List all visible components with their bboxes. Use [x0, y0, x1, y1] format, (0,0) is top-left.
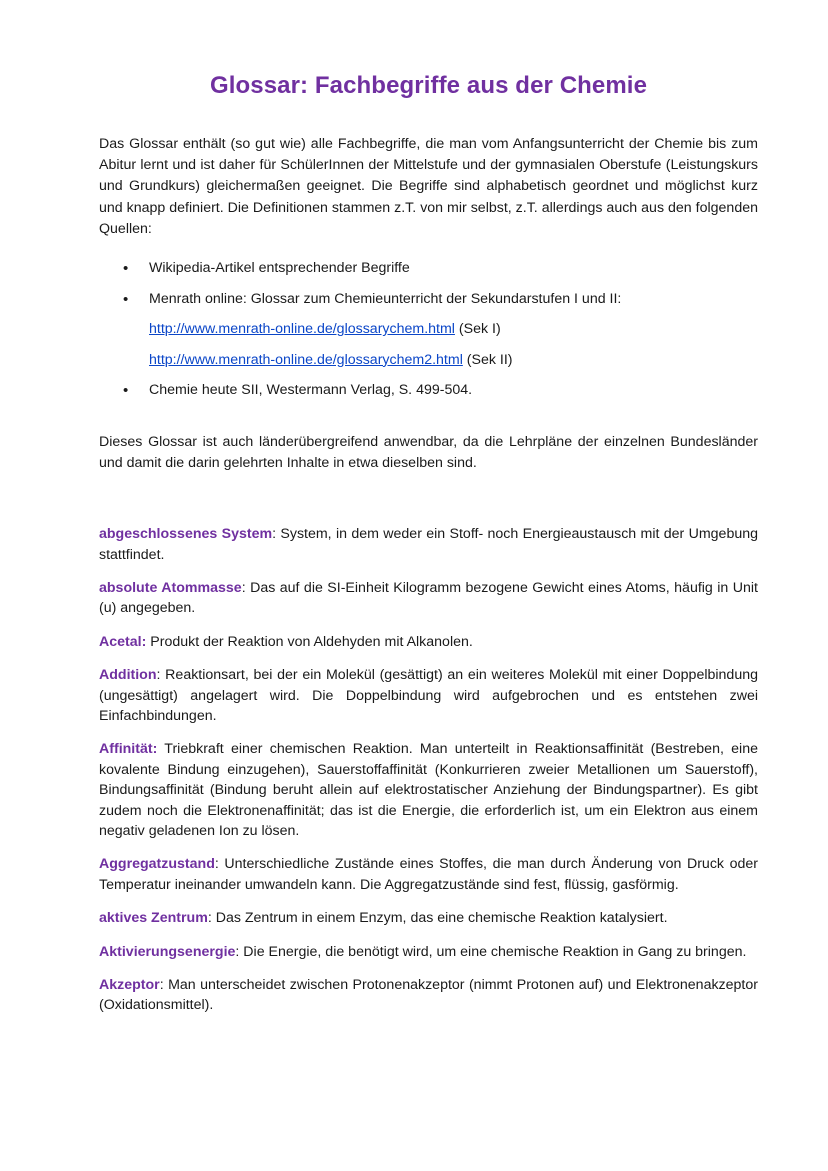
glossary-definition: : Das Zentrum in einem Enzym, das eine chemische Reaktion katalysiert. [207, 910, 668, 927]
source-list [99, 258, 758, 402]
glossary-definition: : System, in dem weder ein Stoff- noch Energieaustausch mit der Umgebung stattfindet. [99, 526, 759, 563]
link-sek1[interactable]: http://www.menrath-online.de/glossarychem.html [149, 321, 455, 338]
note-paragraph: Dieses Glossar ist auch länderübergreifend anwendbar, da die Lehrpläne der einzelnen Bundesländer und damit die darin gelehrten Inhalte in etwa dieselben sind. [99, 433, 758, 471]
glossary-definition: Produkt der Reaktion von Aldehyden mit Alkanolen. [146, 633, 473, 650]
glossary-definition: : Reaktionsart, bei der ein Molekül (gesättigt) an ein weiteres Molekül mit einer Doppelbindung (ungesättigt) angelagert wird. Die Doppelbindung wird aufgebrochen und es entstehen zwei Einfachbindungen. [99, 667, 758, 724]
glossary-term: Aggregatzustand [99, 856, 215, 873]
link-sek2[interactable]: http://www.menrath-online.de/glossarychem2.html [149, 351, 463, 368]
source-item-wikipedia: • Wikipedia-Artikel entsprechender Begriffe [99, 258, 758, 280]
bullet-icon: • [123, 382, 129, 400]
glossary-definition: : Man unterscheidet zwischen Protonenakzeptor (nimmt Protonen auf) und Elektronenakzeptor (Oxidationsmittel). [99, 977, 758, 1014]
link-line-sek1: http://www.menrath-online.de/glossarychem.html (Sek I) [149, 321, 501, 338]
glossary-entry [99, 524, 758, 565]
glossary-definition: Triebkraft einer chemischen Reaktion. Man unterteilt in Reaktionsaffinität (Bestreben, eine kovalente Bindung einzugehen), Sauerstoffaffinität (Konkurrieren zweier Metallionen um Sauerstoff), Bindungsaffinität (Bindung beruht allein auf elektrostatischer Anziehung der Bindungspartner). Es gibt zudem noch die Elektronenaffinität; das ist die Energie, die erforderlich ist, um ein Elektron aus einem negativ geladenen Ion zu lösen. [99, 741, 758, 839]
glossary-term: Akzeptor [99, 977, 160, 994]
glossary-term: absolute Atommasse [99, 579, 242, 596]
bullet-icon: • [123, 260, 129, 278]
glossary-term: Addition [99, 667, 157, 684]
glossary-term: abgeschlossenes System [99, 526, 273, 543]
intro-paragraph: Das Glossar enthält (so gut wie) alle Fachbegriffe, die man vom Anfangsunterricht der Chemie bis zum Abitur lernt und ist daher für SchülerInnen der Mittelstufe und der gymnasialen Oberstufe (Leistungskurs und Grundkurs) gleichermaßen geeignet. Die Begriffe sind alphabetisch geordnet und möglichst kurz und knapp definiert. Die Definitionen stammen z.T. von mir selbst, z.T. allerdings auch aus den folgenden Quellen: [99, 136, 758, 237]
bullet-icon: • [123, 290, 129, 308]
glossary-entry [99, 942, 758, 962]
glossary-entry [99, 665, 758, 726]
glossary-entry [99, 975, 758, 1016]
glossary-entry [99, 739, 758, 841]
glossary-term: aktives Zentrum [99, 910, 208, 927]
glossary-term: Aktivierungsenergie [99, 943, 236, 960]
glossary-definition: : Die Energie, die benötigt wird, um eine chemische Reaktion in Gang zu bringen. [235, 943, 747, 960]
glossary-definition: : Unterschiedliche Zustände eines Stoffes, die man durch Änderung von Druck oder Temperatur ineinander umwandeln kann. Die Aggregatzustände sind fest, flüssig, gasförmig. [99, 856, 758, 893]
glossary-term: Affinität: [99, 741, 158, 758]
glossary-entry [99, 854, 758, 895]
source-item-menrath: • Menrath online: Glossar zum Chemieunterricht der Sekundarstufen I und II: http://www.menrath-online.de/glossarychem.html (Sek I) http://www.menrath-online.de/glossarychem2.html (Sek II) [99, 289, 758, 372]
page-title: Glossar: Fachbegriffe aus der Chemie [209, 72, 648, 99]
glossary-definition: : Das auf die SI-Einheit Kilogramm bezogene Gewicht eines Atoms, häufig in Unit (u) angegeben. [99, 579, 758, 617]
source-item-chemie-heute: • Chemie heute SII, Westermann Verlag, S. 499-504. [99, 380, 758, 402]
glossary-entry [99, 908, 758, 928]
glossary-term: Acetal: [99, 633, 147, 650]
link-line-sek2: http://www.menrath-online.de/glossarychem2.html (Sek II) [149, 351, 513, 368]
glossary-list [99, 524, 758, 1016]
glossary-entry [99, 632, 758, 652]
glossary-entry [99, 578, 758, 619]
